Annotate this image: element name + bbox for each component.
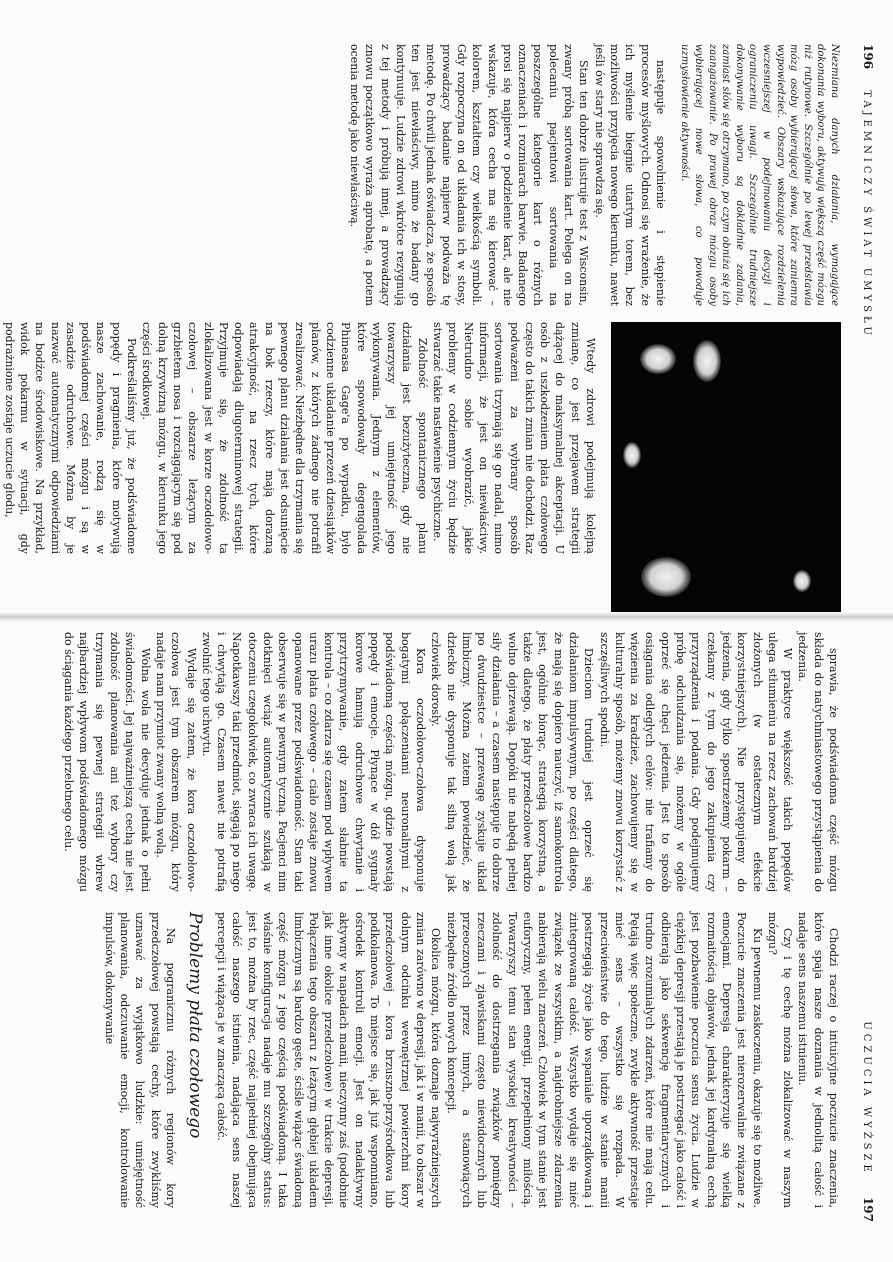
right-page-number: 197 bbox=[861, 1196, 875, 1222]
left-running-head bbox=[855, 44, 875, 339]
right-page-column-1 bbox=[41, 632, 841, 892]
paragraph: Wtedy zdrowi podejmują kolejną zmianę, co jest przejawem strategii dążącej do maksymalnej akceptacji. U osób z uszkodzeniem płata czołowego często do takich zmian nie dochodzi. Raz podważeni za wybrany sposób sortowania trzymają się go nadal, mimo informacji, że jest on niewłaściwy. Nietrudno sobie wyobrazić, jakie problemy w codziennym życiu będzie stwarzać takie nastawienie psychiczne. bbox=[431, 322, 597, 554]
paragraph: Podkreślaliśmy już, że podświadome popędy i pragnienia, które motywują nasze zachowanie, rodzą się w podświadomej części mózgu i są w zasadzie odruchowe. Można by je nazwać automatycznymi odpowiedziami na bodźce środowiskowe. Na przykład, widok pokarmu w sytuacji, gdy podrażnione zostaje uczucie głodu, bbox=[2, 322, 139, 554]
paragraph: Wolna wola nie decyduje jednak o pełni świadomości. Jej najważniejszą cechą nie jest zdolność planowania ani też wybory czy trzymania się pewnej strategii wbrew najbardziej wpływom podświadomego mózgu do ściągania każdego przelotnego celu. bbox=[62, 632, 152, 892]
activation-spot bbox=[641, 557, 691, 597]
book-gutter bbox=[0, 612, 893, 622]
paragraph: Ku pewnemu zaskoczeniu, okazuje się to możliwe. Poczucie znaczenia jest nierozerwalnie związane z emocjami. Depresja charakteryzuje się wielką rozmaitością objawów, jednak jej kardynalną cechą jest pozbawienie poczucia sensu życia. Ludzie w ciężkiej depresji przestają je postrzegać jako całość i odbierają jako sekwencję fragmentarycznych i trudno zrozumiałych zdarzeń, które nie mają celu. Pętają więc społeczne, zwykle aktywność przestaje mieć sens – wszystko się rozpada. W przeciwieństwie do tego, ludzie w stanie manii postrzegają życie jako wspaniale uporządkowaną i zintegrowaną całość. Wszystko wydaje się mieć związek ze wszystkim, a najdrobniejsze zdarzenia nabierają wielu znaczeń. Człowiek w tym stanie jest euforyczny, pełen energii, przepełniony miłością. Towarzyszy temu stan wysokiej kreatywności – zdolność do dostrzegania związków pomiędzy rzeczami i zjawiskami często niewidocznych lub przeoczonych przez innych, a stanowiących niezbędne źródło nowych koncepcji. bbox=[444, 912, 764, 1208]
paragraph: W praktyce większość takich popędów ulega stłumieniu na rzecz zachowań bardziej złożonych (w ostatecznym efekcie korzystniejszych). Nie przystępujemy do jedzenia, gdy tylko spostrzeżemy pokarm – czekamy z tym do jego zakupienia czy przyrządzenia i podania. Gdy podejmujemy próbę odchudzania się, możemy w ogóle oprzeć się chęci jedzenia. Jest to sposób osiągania odległych celów: nie trafiamy do więzienia za kradzież, zachowujemy się w kulturalny sposób, możemy znowu korzystać z szczęśliwych spodni. bbox=[597, 632, 795, 892]
paragraph: Kora oczodołowo-czołowa dysponuje bogatymi połączeniami neuronalnymi z podświadomą częścią mózgu, gdzie powstają popędy i emocje. Płynące w dół sygnały korowe hamują odruchowe chwytanie i przytrzymywanie, gdy zatem słabnie ta kontrola – co zdarza się czasem pod wpływem urazu płata czołowego – ciało zostaje znowu opanowane przez podświadomość. Stan taki obserwuje się w pewnym tyczną. Pacjenci nim dotknięci wciąż automatycznie szukają w otoczeniu czegokolwiek, co zwraca ich uwagę. Napotkawszy taki przedmiot, sięgają po niego i chwytają go. Czasem nawet nie potrafią zwolnić tego uchwytu. bbox=[199, 632, 427, 892]
brain-scan-figure bbox=[611, 322, 841, 612]
right-running-title: UCZUCIA WYŻSZE bbox=[861, 1021, 872, 1176]
paragraph: Wydaje się zatem, że kora oczodołowo-czołowa jest tym obszarem mózgu, który nadaje nam przymiot zwany wolną wolą. bbox=[153, 632, 198, 892]
paragraph: Stan ten dobrze ilustruje test z Wisconsin, zwany próbą sortowania kart. Polega on na polecaniu pacjentowi sortowania na poszczególne kategorie kart o różnych oznaczeniach i rozmiarach barwie. Badanego prosi się najpierw o podzielenie kart, ale nie wskazuje, która cecha ma się kierować – kolorem, kształtem czy wielkością symboli. Gdy rozpoczyna on od układania ich w stosy, prowadzący badanie najpierw podważa tę metodę. Po chwili jednak oświadcza, że sposób ten jest niewłaściwy, mimo że badany go kontynuuje. Ludzie zdrowi wkrótce rezygnują z tej metody i próbują innej, a prowadzący znowu początkowo wyraża aprobatę, a potem ocenia metodę jako niewłaściwą. bbox=[347, 44, 591, 306]
paragraph: Czy i tę cechę można zlokalizować w naszym mózgu? bbox=[765, 912, 795, 1208]
activation-spot bbox=[793, 570, 811, 592]
paragraph: Na pogranicznu różnych regionów kory przedczołowej powstają cechy, które zwykliśmy uznawać za wyjątkowo ludzkie: umiejętność planowania, odczuwanie emocji, kontrolowanie impulsów, dokonywanie bbox=[102, 912, 177, 1208]
paragraph: Zdolność spontanicznego planu działania jest bezużyteczna, gdy nie towarzyszy jej umiejętność jego wykonywania. Jednym z elementów, które spowodowały degengolada Phineasa Gage'a po wypadku, było codzienne układanie przezeń dziesiątków planów, z których żadnego nie potrafił zrealizować. Niezbędne dla trzymania się pewnego planu działania jest odsunięcie na bok rzeczy, które mają dorazną atrakcyjność, na rzecz tych, które odpowiadają długoterminowej strategii. Przyjmuje się, że zdolność ta zlokalizowana jest w korze oczodołowo-czołowej – obszarze leżącym za grzbietem nosa i rozciągającym się pod dolną krzywizną mózgu, w kierunku jego części środkowej. bbox=[140, 322, 429, 554]
paragraph: Chodzi raczej o intuicyjne poczucie znaczenia, które spaja nasze doznania w jednolitą całość i nadaje sens naszemu istnieniu. bbox=[796, 912, 840, 1208]
left-page-column-2 bbox=[2, 322, 598, 554]
left-page-number: 196 bbox=[861, 44, 875, 70]
paragraph: sprawia, że podświadoma część mózgu składa do natychmiastowego przystąpienia do jedzenia. bbox=[796, 632, 840, 892]
right-running-head bbox=[855, 1021, 875, 1222]
paragraph: Okolica mózgu, która doznaje najwyraźniejszych zmian zarówno w depresji, jak i w manii, to obszar w dolnym odcinku wewnętrznej powierzchni kory przedczołowej – kora brzuszno-przyśrodkowa lub podkolanowa. To miejsce się, jak już wspomniano, ośrodek kontroli emocji. Jest on nadaktywny aktywny w napadach manii, nieczynny zaś (podobnie jak inne okolice przedczołowe) w trakcie depresji. Połączenia tego obszaru z leżącym głębiej układem limbicznym są bardzo gęste, ściśle wiążąc świadomą część mózgu z jego częścią podświadomą. I taka właśnie konfiguracja nadaje mu szczególny status: jest to, można by rzec, część najpełniej obejmująca całość naszego istnienia, nadająca sens naszej percepcji i wiążąca je w znaczącą całość. bbox=[215, 912, 443, 1208]
right-page-column-2 bbox=[41, 912, 841, 1208]
activation-spot bbox=[623, 442, 641, 468]
left-page-column-1 bbox=[41, 44, 841, 306]
figure-caption: Niezmiana danych działania, wymagające dokonania wyboru, aktywują większą część mózgu niż rutynowe. Szczególnie po lewej przedstawia mózg osoby wybierającej słowa, które zaniemra wypowiedzieć. Obszary wskazujące rozdzielenia wczesniejszej w podejmowaniu decyzji i ograniczeniu uwagi. Szczególnie trudniejsze dokonywanie wyboru są dokładnie zadania, zamiast słów się otrzymano, po czym obniża się ich zaangażowanie. Po prawej obraz mózgu osoby wybierającej nowe słowa, co powoduje uzmysłowienie aktywności. bbox=[679, 44, 840, 306]
section-heading: Problemy płata czołowego bbox=[184, 912, 205, 1139]
paragraph: następuje spowolnienie i stępienie procesów myślowych. Odnosi się wrażenie, że ich myślenie biegnie utartym torem, bez możliwości przyjęcia nowego kierunku, nawet jeśli ów stary nie sprawdza się. bbox=[592, 44, 667, 306]
activation-spot bbox=[640, 344, 676, 374]
activation-spot bbox=[693, 340, 721, 382]
paragraph: Dzieciom trudniej jest oprzeć się działaniom impulsywnym, po części dlatego, że mają się dopiero nauczyć, iż samokontrola jest, ogólnie biorąc, strategią korzystną, a także dlatego, że płaty przedczołowe bardzo wolno dojrzewają. Dopóki nie nabędą pełnej siły działania – a czasem następuje to dobrze po dwudziestce – przewagę zyskuje układ limbiczny. Można zatem powiedzieć, że dziecko nie dysponuje tak silną wolą jak człowiek dorosły. bbox=[429, 632, 596, 892]
left-running-title: TAJEMNICZY ŚWIAT UMYSŁU bbox=[861, 90, 872, 339]
